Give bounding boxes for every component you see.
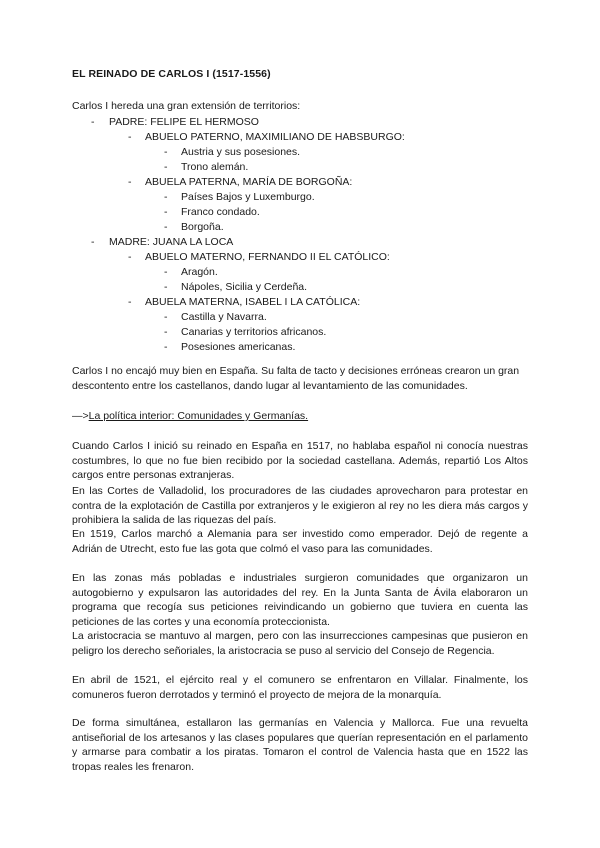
list-item: Castilla y Navarra.: [181, 311, 267, 323]
paragraph: La aristocracia se mantuvo al margen, pero con las insurrecciones campesinas que pusieron en peligro los derecho señoriales, la aristocracia se puso al servicio del Consejo de Regencia.: [72, 630, 528, 657]
list-item: Aragón.: [181, 266, 218, 278]
list-dash: -: [164, 341, 168, 353]
list-dash: -: [128, 176, 132, 188]
list-item-madre: MADRE: JUANA LA LOCA: [109, 236, 234, 248]
list-item: Canarias y territorios africanos.: [181, 326, 327, 338]
paragraph: Cuando Carlos I inició su reinado en España en 1517, no hablaba español ni conocía nuestras costumbres, lo que no fue bien recibido por la sociedad castellana. Además, repartió Los Altos cargos entre personas extranjeras.: [72, 440, 528, 482]
list-item: Austria y sus posesiones.: [181, 146, 301, 158]
list-item: Nápoles, Sicilia y Cerdeña.: [181, 281, 308, 293]
document-title: EL REINADO DE CARLOS I (1517-1556): [72, 68, 271, 80]
list-dash: -: [164, 161, 168, 173]
list-dash: -: [128, 296, 132, 308]
list-dash: -: [91, 236, 95, 248]
list-dash: -: [128, 131, 132, 143]
list-item: Borgoña.: [181, 221, 224, 233]
paragraph: En las zonas más pobladas e industriales surgieron comunidades que organizaron un autogobierno y expulsaron las autoridades del rey. En la Junta Santa de Ávila elaboraron un programa que recogía sus peticiones reivindicando un gobierno que tuviera en cuenta las peticiones de las cortes y una economía proteccionista.: [72, 572, 528, 628]
arrow-glyph: —>: [72, 410, 89, 422]
list-dash: -: [164, 266, 168, 278]
list-dash: -: [164, 221, 168, 233]
list-dash: -: [164, 146, 168, 158]
list-dash: -: [164, 281, 168, 293]
list-item-abuelo-paterno: ABUELO PATERNO, MAXIMILIANO DE HABSBURGO:: [145, 131, 405, 143]
paragraph-rechazo: Carlos I no encajó muy bien en España. Su falta de tacto y decisiones erróneas crearon un gran descontento entre los castellanos, dando lugar al levantamiento de las comunidades.: [72, 365, 520, 392]
list-dash: -: [128, 251, 132, 263]
list-item-abuela-materna: ABUELA MATERNA, ISABEL I LA CATÓLICA:: [145, 296, 361, 308]
list-dash: -: [91, 116, 95, 128]
list-item: Países Bajos y Luxemburgo.: [181, 191, 315, 203]
list-dash: -: [164, 326, 168, 338]
list-item: Posesiones americanas.: [181, 341, 296, 353]
paragraph: En las Cortes de Valladolid, los procuradores de las ciudades aprovecharon para protestar en contra de la explotación de Castilla por extranjeros y le exigieron al rey no les diera más cargos y prohibiera la salida de las riquezas del país.: [72, 485, 528, 527]
list-item-abuelo-materno: ABUELO MATERNO, FERNANDO II EL CATÓLICO:: [145, 251, 390, 263]
paragraph: En 1519, Carlos marchó a Alemania para ser investido como emperador. Dejó de regente a Adrián de Utrecht, esto fue las gota que colmó el vaso para las comunidades.: [72, 528, 528, 555]
intro-text: Carlos I hereda una gran extensión de territorios:: [72, 100, 301, 112]
list-item-abuela-paterna: ABUELA PATERNA, MARÍA DE BORGOÑA:: [145, 176, 353, 188]
list-item: Trono alemán.: [181, 161, 249, 173]
list-dash: -: [164, 191, 168, 203]
list-item-padre: PADRE: FELIPE EL HERMOSO: [109, 116, 259, 128]
paragraph: De forma simultánea, estallaron las germanías en Valencia y Mallorca. Fue una revuelta antiseñorial de los artesanos y las clases populares que querían representación en el parlamento y armarse para combatir a los piratas. Tomaron el control de Valencia hasta que en 1522 las tropas reales les frenaron.: [72, 717, 528, 773]
list-dash: -: [164, 206, 168, 218]
paragraph: En abril de 1521, el ejército real y el comunero se enfrentaron en Villalar. Finalmente, los comuneros fueron derrotados y terminó el proyecto de mejora de la monarquía.: [72, 674, 528, 701]
section-heading-text: La política interior: Comunidades y Germanías.: [88, 410, 309, 422]
list-item: Franco condado.: [181, 206, 260, 218]
section-heading: [72, 409, 528, 424]
list-dash: -: [164, 311, 168, 323]
